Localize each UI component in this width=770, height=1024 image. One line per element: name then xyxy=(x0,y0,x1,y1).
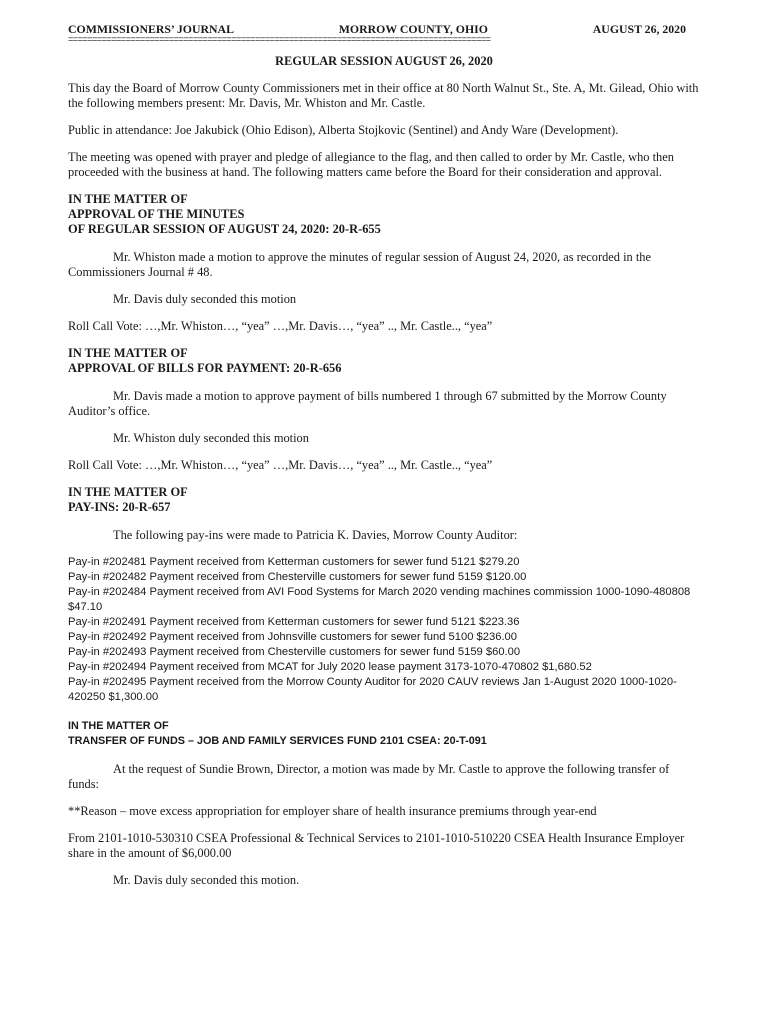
minutes-roll-call: Roll Call Vote: …,Mr. Whiston…, “yea” …,Mr. Davis…, “yea” .., Mr. Castle.., “yea” xyxy=(68,319,493,333)
journal-header xyxy=(68,22,700,36)
payin-item: Pay-in #202493 Payment received from Chesterville customers for sewer fund 5159 $60.00 xyxy=(68,646,521,658)
matter-heading-payins xyxy=(68,485,700,515)
matter-heading-minutes xyxy=(68,192,700,237)
intro-opening: The meeting was opened with prayer and pledge of allegiance to the flag, and then called to order by Mr. Castle, who then proceeded with the business at hand. The following matters came before the Board for their consideration and approval. xyxy=(68,150,674,179)
session-title: REGULAR SESSION AUGUST 26, 2020 xyxy=(275,54,493,68)
header-journal-name: COMMISSIONERS’ JOURNAL xyxy=(68,22,234,36)
header-divider: ======================================================================================== xyxy=(68,36,491,45)
transfer-second: Mr. Davis duly seconded this motion. xyxy=(113,873,300,887)
payin-item: Pay-in #202484 Payment received from AVI Food Systems for March 2020 vending machines commission 1000-1090-480808 $47.10 xyxy=(68,586,691,613)
payin-item: Pay-in #202494 Payment received from MCAT for July 2020 lease payment 3173-1070-470802 $1,680.52 xyxy=(68,661,592,673)
intro-public: Public in attendance: Joe Jakubick (Ohio Edison), Alberta Stojkovic (Sentinel) and Andy Ware (Development). xyxy=(68,123,619,137)
intro-members: This day the Board of Morrow County Commissioners met in their office at 80 North Walnut St., Ste. A, Mt. Gilead, Ohio with the following members present: Mr. Davis, Mr. Whiston and Mr. Castle. xyxy=(68,81,699,110)
payin-item: Pay-in #202482 Payment received from Chesterville customers for sewer fund 5159 $120.00 xyxy=(68,571,527,583)
transfer-motion: At the request of Sundie Brown, Director, a motion was made by Mr. Castle to approve the following transfer of funds: xyxy=(68,762,670,791)
matter-heading-transfer xyxy=(68,719,700,749)
matter-heading-line: APPROVAL OF BILLS FOR PAYMENT: 20-R-656 xyxy=(68,361,342,375)
matter-heading-line: IN THE MATTER OF xyxy=(68,485,188,499)
matter-heading-line: IN THE MATTER OF xyxy=(68,192,188,206)
payin-item: Pay-in #202492 Payment received from Johnsville customers for sewer fund 5100 $236.00 xyxy=(68,631,517,643)
bills-motion: Mr. Davis made a motion to approve payment of bills numbered 1 through 67 submitted by the Morrow County Auditor’s office. xyxy=(68,389,667,418)
matter-heading-line: OF REGULAR SESSION OF AUGUST 24, 2020: 20-R-655 xyxy=(68,222,381,236)
payin-item: Pay-in #202491 Payment received from Ketterman customers for sewer fund 5121 $223.36 xyxy=(68,616,520,628)
header-date: AUGUST 26, 2020 xyxy=(592,22,686,36)
matter-heading-line: APPROVAL OF THE MINUTES xyxy=(68,207,245,221)
matter-heading-line: IN THE MATTER OF xyxy=(68,346,188,360)
minutes-second: Mr. Davis duly seconded this motion xyxy=(113,292,297,306)
payin-item: Pay-in #202495 Payment received from the Morrow County Auditor for 2020 CAUV reviews Jan 1-August 2020 1000-1020-420250 $1,300.00 xyxy=(68,676,677,703)
payin-item: Pay-in #202481 Payment received from Ketterman customers for sewer fund 5121 $279.20 xyxy=(68,556,520,568)
payins-intro: The following pay-ins were made to Patricia K. Davies, Morrow County Auditor: xyxy=(113,528,518,542)
payins-list xyxy=(68,555,700,705)
transfer-reason: **Reason – move excess appropriation for employer share of health insurance premiums through year-end xyxy=(68,804,597,818)
matter-heading-bills xyxy=(68,346,700,376)
matter-heading-line: PAY-INS: 20-R-657 xyxy=(68,500,171,514)
matter-heading-line: TRANSFER OF FUNDS – JOB AND FAMILY SERVICES FUND 2101 CSEA: 20-T-091 xyxy=(68,735,487,747)
matter-heading-line: IN THE MATTER OF xyxy=(68,720,169,732)
header-county: MORROW COUNTY, OHIO xyxy=(338,22,488,36)
minutes-motion: Mr. Whiston made a motion to approve the minutes of regular session of August 24, 2020, as recorded in the Commissioners Journal # 48. xyxy=(68,250,651,279)
transfer-details: From 2101-1010-530310 CSEA Professional & Technical Services to 2101-1010-510220 CSEA Health Insurance Employer share in the amount of $6,000.00 xyxy=(68,831,685,860)
journal-page xyxy=(68,22,700,900)
bills-second: Mr. Whiston duly seconded this motion xyxy=(113,431,309,445)
bills-roll-call: Roll Call Vote: …,Mr. Whiston…, “yea” …,Mr. Davis…, “yea” .., Mr. Castle.., “yea” xyxy=(68,458,493,472)
